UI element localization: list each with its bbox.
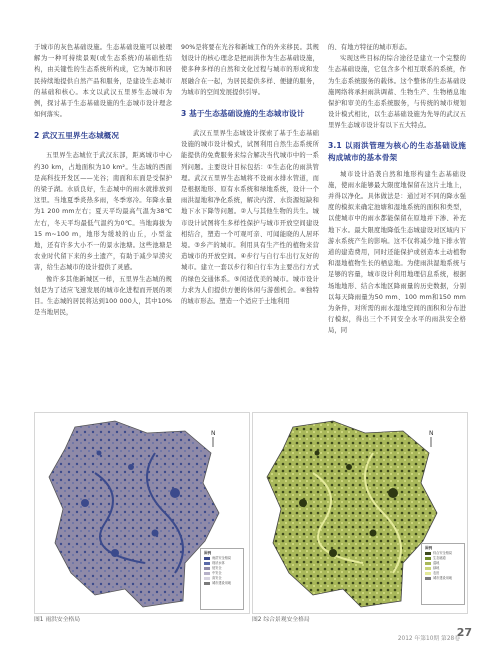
paragraph: 于城市的灰色基础设施。生态基础设施可以被理解为一种可持续景观(或生态系统)的基础性结构，由关键性的生态系统所构成，它为城市和居民持续地提供自然产品和服务，是建设生态城市的基础和核心。本文以武汉五里界生态城市为例，探讨基于生态基础设施的生态城市设计理念如何落实。 (34, 44, 172, 119)
legend-title: 图例 (204, 551, 212, 555)
paragraph: 像许多其他新城区一样，五里界生态城的规划是为了适应飞速发展的城市化进程而开展的项目。生态城的居民将达到100 000人，其中10%是当地居民， (34, 275, 172, 317)
legend-title: 图例 (425, 546, 433, 550)
journal-footer: 2012 年第10期 第28卷 (397, 636, 460, 642)
figure-map-landscape (252, 412, 468, 614)
map-legend (421, 543, 465, 605)
subsection-heading: 3.1 以雨洪管理为核心的生态基础设施构成城市的基本骨架 (328, 140, 466, 162)
legend-item: 中安全 (204, 571, 240, 576)
figure-caption: 图1 雨洪安全格局 (34, 617, 81, 623)
page-number: 27 (456, 626, 472, 639)
paragraph: 城市设计沿袭自然和地形构建生态基础设施，使雨水能够最大限度地保留在这片土地上，并得以净化。具体做法是：通过对不同的降水强度的模拟来确定池塘和湿地系统的面积和类型，以使城市中的雨水都能保留在原地并下渗、补充地下水。最大限度地降低生态城建设对区域内下游水系统产生的影响。这不仅将减少地下排水管道的建造费用，同时还能保护或创造本土动植物和湿地植物生长的栖息地。为使雨洪湿地系统与足够的容量，城市设计利用地理信息系统，根据场地地形、结合本地区降雨量的历史数据，分别以每天降雨量为50 mm、100 mm和150 mm为条件，对所需的雨水湿地空间的面积和分布进行模拟，得出三个不同安全水平的雨洪安全格局，同 (328, 170, 466, 335)
paragraph: 的、有地方特征的城市形态。 (328, 44, 412, 51)
paragraph: 实现这些目标的综合途径是建立一个完整的生态基础设施，它包含多个相互联系的系统，作为生态系统服务的载体。这个整体的生态基础设施网络将承担雨洪调蓄、生物生产、生物栖息地保护和审美的生态系统服务，与传统的城市规划设计模式相比，以生态基础设施为先导的武汉五里界生态城市设计有以下五大特点。 (328, 55, 466, 130)
svg-text:N: N (211, 430, 216, 437)
paragraph: 武汉五里界生态城设计探索了基于生态基础设施的城市设计模式，试图利用自然生态系统所能提供的免费服务来综合解决当代城市中的一系列问题。主要设计目标包括：①生态化的雨洪管理。武汉五里界生态城将不设雨水排水管道，而是根据地形、原有水系统和绿地系统，设计一个雨洪湿地和净化系统，解决内涝、水资源短缺和地下水下降等问题。②人与其他生物的共生。城市设计试图将生多样性保护与城市开放空间建设相结合，塑造一个可观可亲、可闻能晓的人居环境。③乡产的城市。利用具有生产性的植物来营造城市的开放空间。④步行与自行车出行友好的城市。建立一套以步行和自行车为主要出行方式的绿色交通体系。⑤闲适优美的城市。城市设计力求为人们提供方便的休闲与游憩机会。⑥独特的城市形态。塑造一个适应于土地利用 (181, 130, 319, 306)
paragraph: 90%是将要在光谷和新城工作的外来移民。其规划设计的核心理念是把雨洪作为生态基础设施，使多种多样的自然和文化过程与城市的形成和发展融合在一起，为居民提供多样、便捷的服务，为城市的空间发展提供引导。 (181, 44, 319, 96)
section-heading: 3 基于生态基础设施的生态城市设计 (181, 109, 305, 119)
svg-text:N: N (429, 430, 434, 437)
legend-item: 城市建设用地 (425, 576, 461, 581)
text-column-3 (328, 42, 466, 337)
paragraph: 五里界生态城位于武汉东部，距离城市中心约30 km，占地面积为10 km²。生态城的西面是高科技开发区——光谷；南面和东面是受保护的梁子湖。水质良好，生态城中的雨水就排放到这里。当地夏季炎热多雨，冬季寒冷。年降水量为1 200 mm左右；夏天平均最高气温为38℃左右，冬天平均最低气温约为0℃。当地海拔为15 m~100 m，地形为缓坡的山丘，小型盆地，还有许多大小不一的景水池塘。这些池塘是农业时代留下来的乡土遗产，有助于减少旱涝灾害，给生态城市的设计提供了灵感。 (34, 152, 172, 272)
legend-item: 低安全 (204, 566, 240, 571)
legend-item: 雨洪安全格局 (204, 556, 240, 561)
map-legend (200, 548, 244, 610)
legend-item: 生态廊道 (425, 556, 461, 561)
legend-item: 综合安全格局 (425, 551, 461, 556)
legend-item: 高安全 (204, 576, 240, 581)
section-heading: 2 武汉五里界生态城概况 (34, 131, 120, 141)
legend-item: 城市建设用地 (204, 581, 240, 586)
legend-item: 绿地 (425, 566, 461, 571)
legend-item: 农田 (425, 571, 461, 576)
text-column-2 (181, 42, 319, 307)
figure-caption: 图2 综合景观安全格局 (252, 617, 310, 623)
text-column-1 (34, 42, 172, 318)
figure-map-stormwater (34, 412, 250, 614)
legend-item: 现状水体 (204, 561, 240, 566)
legend-item: 湿地 (425, 561, 461, 566)
